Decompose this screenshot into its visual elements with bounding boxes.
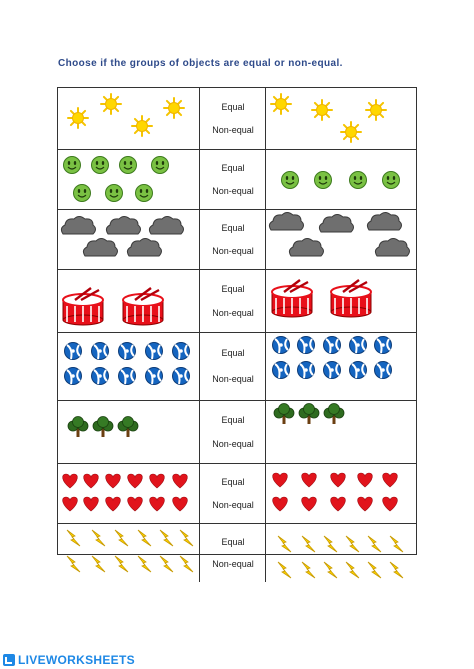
lightning-icon: [67, 556, 80, 572]
comparison-row: [58, 464, 416, 524]
left-group-cell: [58, 401, 200, 463]
lightning-icon: [324, 536, 337, 552]
heart-icon: [273, 497, 288, 511]
cloud-icon: [127, 239, 161, 257]
sun-icon: [68, 108, 88, 128]
beach-ball-icon: [324, 362, 341, 379]
beach-ball-icon: [375, 362, 392, 379]
smiley-icon: [106, 185, 123, 202]
equal-option[interactable]: Equal: [221, 348, 245, 358]
sun-group: [58, 88, 200, 150]
smiley-group: [266, 150, 416, 210]
beach-ball-icon: [375, 337, 392, 354]
non-equal-option[interactable]: Non-equal: [212, 125, 254, 135]
heart-group: [58, 464, 200, 524]
lightning-icon: [324, 562, 337, 578]
lightning-icon: [180, 556, 193, 572]
tree-icon: [118, 417, 138, 438]
lightning-group: [58, 524, 200, 582]
beach-ball-icon: [65, 343, 82, 360]
sun-icon: [366, 100, 386, 120]
beach-ball-icon: [298, 337, 315, 354]
beach-ball-icon: [298, 362, 315, 379]
answer-options-cell: [200, 333, 266, 400]
cloud-icon: [61, 217, 95, 235]
beach-ball-icon: [350, 337, 367, 354]
heart-icon: [302, 473, 317, 487]
heart-icon: [63, 497, 78, 511]
heart-icon: [358, 497, 373, 511]
beach-ball-icon: [146, 343, 163, 360]
sun-icon: [271, 94, 291, 114]
tree-icon: [68, 417, 88, 438]
cloud-icon: [319, 215, 353, 233]
drum-icon: [331, 280, 371, 317]
equal-option[interactable]: Equal: [221, 477, 245, 487]
lightning-icon: [346, 562, 359, 578]
sun-group: [266, 88, 416, 150]
smiley-group: [58, 150, 200, 210]
lightning-icon: [160, 556, 173, 572]
lightning-icon: [278, 562, 291, 578]
smiley-icon: [315, 172, 332, 189]
lightning-icon: [138, 556, 151, 572]
answer-options-cell: [200, 464, 266, 523]
exercise-table: [57, 87, 417, 569]
cloud-icon: [149, 217, 183, 235]
tree-icon: [274, 404, 294, 425]
left-group-cell: [58, 270, 200, 332]
beach-ball-icon: [92, 343, 109, 360]
heart-icon: [128, 497, 143, 511]
beach-ball-icon: [146, 368, 163, 385]
heart-icon: [84, 474, 99, 488]
smiley-icon: [120, 157, 137, 174]
beach-ball-group: [266, 333, 416, 401]
heart-icon: [383, 497, 398, 511]
sun-icon: [312, 100, 332, 120]
comparison-row: [58, 524, 416, 582]
smiley-icon: [136, 185, 153, 202]
non-equal-option[interactable]: Non-equal: [212, 374, 254, 384]
tree-icon: [299, 404, 319, 425]
heart-icon: [331, 497, 346, 511]
cloud-icon: [106, 217, 140, 235]
right-group-cell: [266, 88, 416, 149]
answer-options-cell: [200, 210, 266, 269]
equal-option[interactable]: Equal: [221, 415, 245, 425]
lightning-icon: [302, 536, 315, 552]
heart-icon: [173, 474, 188, 488]
drum-icon: [272, 280, 312, 317]
comparison-row: [58, 401, 416, 464]
comparison-row: [58, 333, 416, 401]
cloud-group: [58, 210, 200, 270]
tree-group: [58, 401, 200, 464]
cloud-icon: [83, 239, 117, 257]
lightning-group: [266, 524, 416, 582]
non-equal-option[interactable]: Non-equal: [212, 439, 254, 449]
cloud-group: [266, 210, 416, 270]
beach-ball-icon: [273, 362, 290, 379]
smiley-icon: [282, 172, 299, 189]
lightning-icon: [390, 562, 403, 578]
right-group-cell: [266, 333, 416, 400]
heart-icon: [106, 497, 121, 511]
heart-icon: [106, 474, 121, 488]
drum-icon: [123, 288, 163, 325]
lightning-icon: [138, 530, 151, 546]
lightning-icon: [115, 530, 128, 546]
drum-group: [58, 270, 200, 333]
heart-icon: [150, 497, 165, 511]
beach-ball-icon: [350, 362, 367, 379]
lightning-icon: [180, 530, 193, 546]
tree-icon: [93, 417, 113, 438]
heart-group: [266, 464, 416, 524]
beach-ball-icon: [273, 337, 290, 354]
right-group-cell: [266, 210, 416, 269]
sun-icon: [101, 94, 121, 114]
right-group-cell: [266, 150, 416, 209]
heart-icon: [173, 497, 188, 511]
sun-icon: [132, 116, 152, 136]
cloud-icon: [375, 239, 409, 257]
heart-icon: [358, 473, 373, 487]
sun-icon: [164, 98, 184, 118]
answer-options-cell: [200, 401, 266, 463]
left-group-cell: [58, 333, 200, 400]
cloud-icon: [269, 213, 303, 231]
right-group-cell: [266, 270, 416, 332]
lightning-icon: [278, 536, 291, 552]
lightning-icon: [67, 530, 80, 546]
heart-icon: [128, 474, 143, 488]
smiley-icon: [383, 172, 400, 189]
smiley-icon: [74, 185, 91, 202]
lightning-icon: [160, 530, 173, 546]
cloud-icon: [289, 239, 323, 257]
lightning-icon: [92, 530, 105, 546]
answer-options-cell: [200, 150, 266, 209]
beach-ball-icon: [173, 368, 190, 385]
equal-option[interactable]: Equal: [221, 284, 245, 294]
instruction-text: Choose if the groups of objects are equal or non-equal.: [58, 58, 343, 69]
tree-group: [266, 401, 416, 464]
left-group-cell: [58, 464, 200, 523]
liveworksheets-logo-icon: [3, 654, 15, 666]
comparison-row: [58, 210, 416, 270]
beach-ball-group: [58, 333, 200, 401]
beach-ball-icon: [173, 343, 190, 360]
equal-option[interactable]: Equal: [221, 537, 245, 547]
left-group-cell: [58, 150, 200, 209]
lightning-icon: [368, 536, 381, 552]
right-group-cell: [266, 401, 416, 463]
sun-icon: [341, 122, 361, 142]
comparison-row: [58, 150, 416, 210]
lightning-icon: [390, 536, 403, 552]
comparison-row: [58, 270, 416, 333]
right-group-cell: [266, 524, 416, 582]
smiley-icon: [350, 172, 367, 189]
equal-option[interactable]: Equal: [221, 102, 245, 112]
lightning-icon: [346, 536, 359, 552]
non-equal-option[interactable]: Non-equal: [212, 500, 254, 510]
heart-icon: [84, 497, 99, 511]
smiley-icon: [92, 157, 109, 174]
comparison-row: [58, 88, 416, 150]
beach-ball-icon: [92, 368, 109, 385]
left-group-cell: [58, 210, 200, 269]
left-group-cell: [58, 524, 200, 582]
heart-icon: [331, 473, 346, 487]
smiley-icon: [152, 157, 169, 174]
cloud-icon: [367, 213, 401, 231]
non-equal-option[interactable]: Non-equal: [212, 186, 254, 196]
non-equal-option[interactable]: Non-equal: [212, 246, 254, 256]
answer-options-cell: [200, 270, 266, 332]
beach-ball-icon: [119, 368, 136, 385]
heart-icon: [63, 474, 78, 488]
equal-option[interactable]: Equal: [221, 163, 245, 173]
drum-group: [266, 270, 416, 333]
smiley-icon: [64, 157, 81, 174]
heart-icon: [273, 473, 288, 487]
left-group-cell: [58, 88, 200, 149]
lightning-icon: [368, 562, 381, 578]
beach-ball-icon: [119, 343, 136, 360]
answer-options-cell: [200, 524, 266, 582]
non-equal-option[interactable]: Non-equal: [212, 559, 254, 569]
heart-icon: [150, 474, 165, 488]
lightning-icon: [302, 562, 315, 578]
heart-icon: [383, 473, 398, 487]
lightning-icon: [92, 556, 105, 572]
footer: [0, 652, 474, 669]
tree-icon: [324, 404, 344, 425]
drum-icon: [63, 288, 103, 325]
right-group-cell: [266, 464, 416, 523]
beach-ball-icon: [65, 368, 82, 385]
non-equal-option[interactable]: Non-equal: [212, 308, 254, 318]
heart-icon: [302, 497, 317, 511]
beach-ball-icon: [324, 337, 341, 354]
answer-options-cell: [200, 88, 266, 149]
brand-name: LIVEWORKSHEETS: [18, 653, 135, 667]
equal-option[interactable]: Equal: [221, 223, 245, 233]
lightning-icon: [115, 556, 128, 572]
